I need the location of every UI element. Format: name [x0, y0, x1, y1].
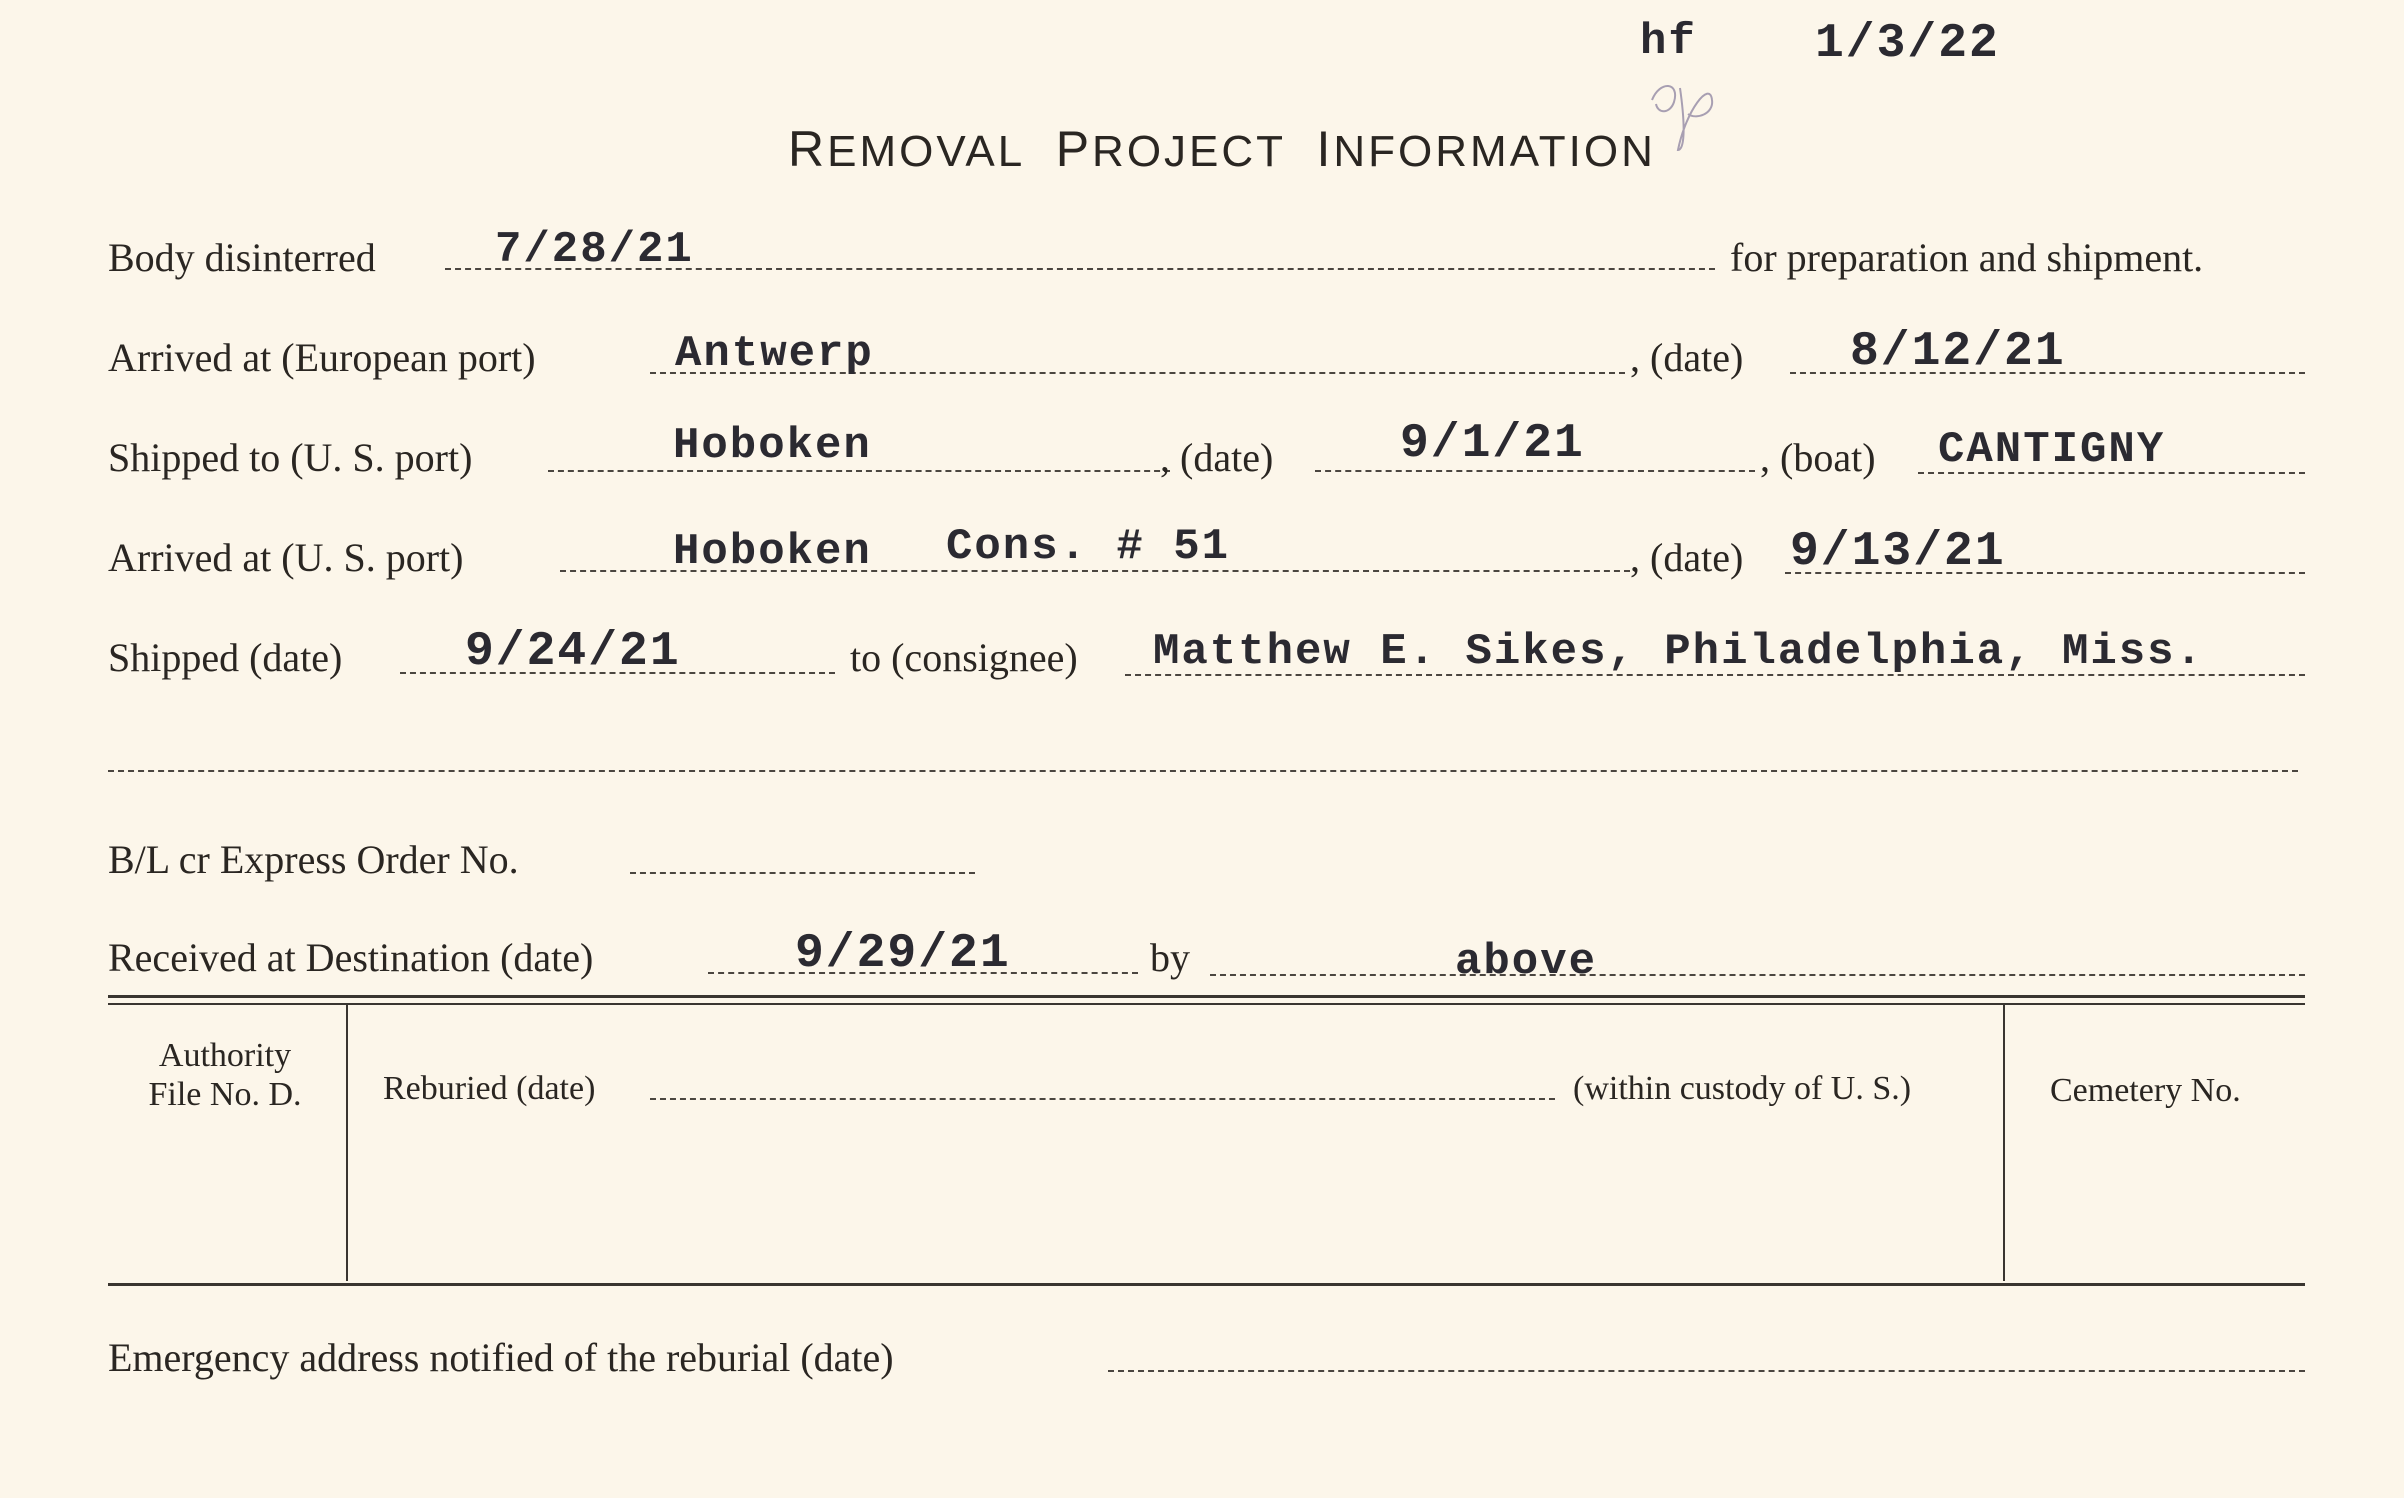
emergency-line: [1108, 1370, 2305, 1372]
disinterred-date: 7/28/21: [495, 225, 694, 275]
shipped-us-boat-label: , (boat): [1760, 435, 1876, 480]
disinterred-label: Body disinterred: [108, 235, 376, 280]
us-arrival-date-label: , (date): [1630, 535, 1744, 580]
blank-line: [108, 770, 2298, 772]
disinterred-suffix: for preparation and shipment.: [1730, 235, 2204, 280]
table-bottom-rule: [108, 1283, 2305, 1286]
shipped-us-label: Shipped to (U. S. port): [108, 435, 473, 480]
consignee-value: Matthew E. Sikes, Philadelphia, Miss.: [1153, 627, 2204, 677]
received-by-line: [1210, 974, 2305, 976]
title-word-2: PROJECT: [1055, 121, 1287, 177]
table-top-rule-2: [108, 1003, 2305, 1005]
european-port-label: Arrived at (European port): [108, 335, 536, 380]
title-word-1: REMOVAL: [788, 121, 1026, 177]
custody-label: (within custody of U. S.): [1573, 1070, 1912, 1107]
received-by-value: above: [1455, 937, 1598, 987]
bl-label: B/L cr Express Order No.: [108, 837, 519, 882]
authority-label: Authority File No. D.: [148, 1037, 302, 1114]
bl-line: [630, 872, 975, 874]
us-arrival-label: Arrived at (U. S. port): [108, 535, 464, 580]
page-title: [788, 120, 1656, 178]
shipped-us-port-value: Hoboken: [673, 421, 872, 471]
emergency-label: Emergency address notified of the reburial (date): [108, 1335, 894, 1380]
table-divider-left: [346, 1005, 348, 1281]
table-divider-right: [2003, 1005, 2005, 1281]
table-top-rule-1: [108, 995, 2305, 998]
reburied-label: Reburied (date): [383, 1070, 596, 1107]
cemetery-label: Cemetery No.: [2050, 1072, 2241, 1109]
consignee-label: to (consignee): [850, 635, 1078, 680]
received-label: Received at Destination (date): [108, 935, 594, 980]
european-date-label: , (date): [1630, 335, 1744, 380]
received-by-label: by: [1150, 935, 1190, 980]
header-initials: hf: [1640, 17, 1697, 67]
title-word-3: INFORMATION: [1316, 121, 1656, 177]
us-arrival-port-value: Hoboken: [673, 527, 872, 577]
reburied-line: [650, 1098, 1555, 1100]
header-date: 1/3/22: [1815, 17, 2000, 71]
shipped-date-label: Shipped (date): [108, 635, 343, 680]
shipped-date-value: 9/24/21: [465, 625, 681, 679]
us-arrival-note: Cons. # 51: [946, 522, 1231, 572]
shipped-us-date-value: 9/1/21: [1400, 417, 1585, 471]
shipped-us-boat-value: CANTIGNY: [1938, 425, 2166, 475]
us-arrival-date-value: 9/13/21: [1790, 525, 2006, 579]
received-date-value: 9/29/21: [795, 927, 1011, 981]
european-date-value: 8/12/21: [1850, 325, 2066, 379]
shipped-us-date-label: , (date): [1160, 435, 1274, 480]
european-port-value: Antwerp: [675, 329, 874, 379]
